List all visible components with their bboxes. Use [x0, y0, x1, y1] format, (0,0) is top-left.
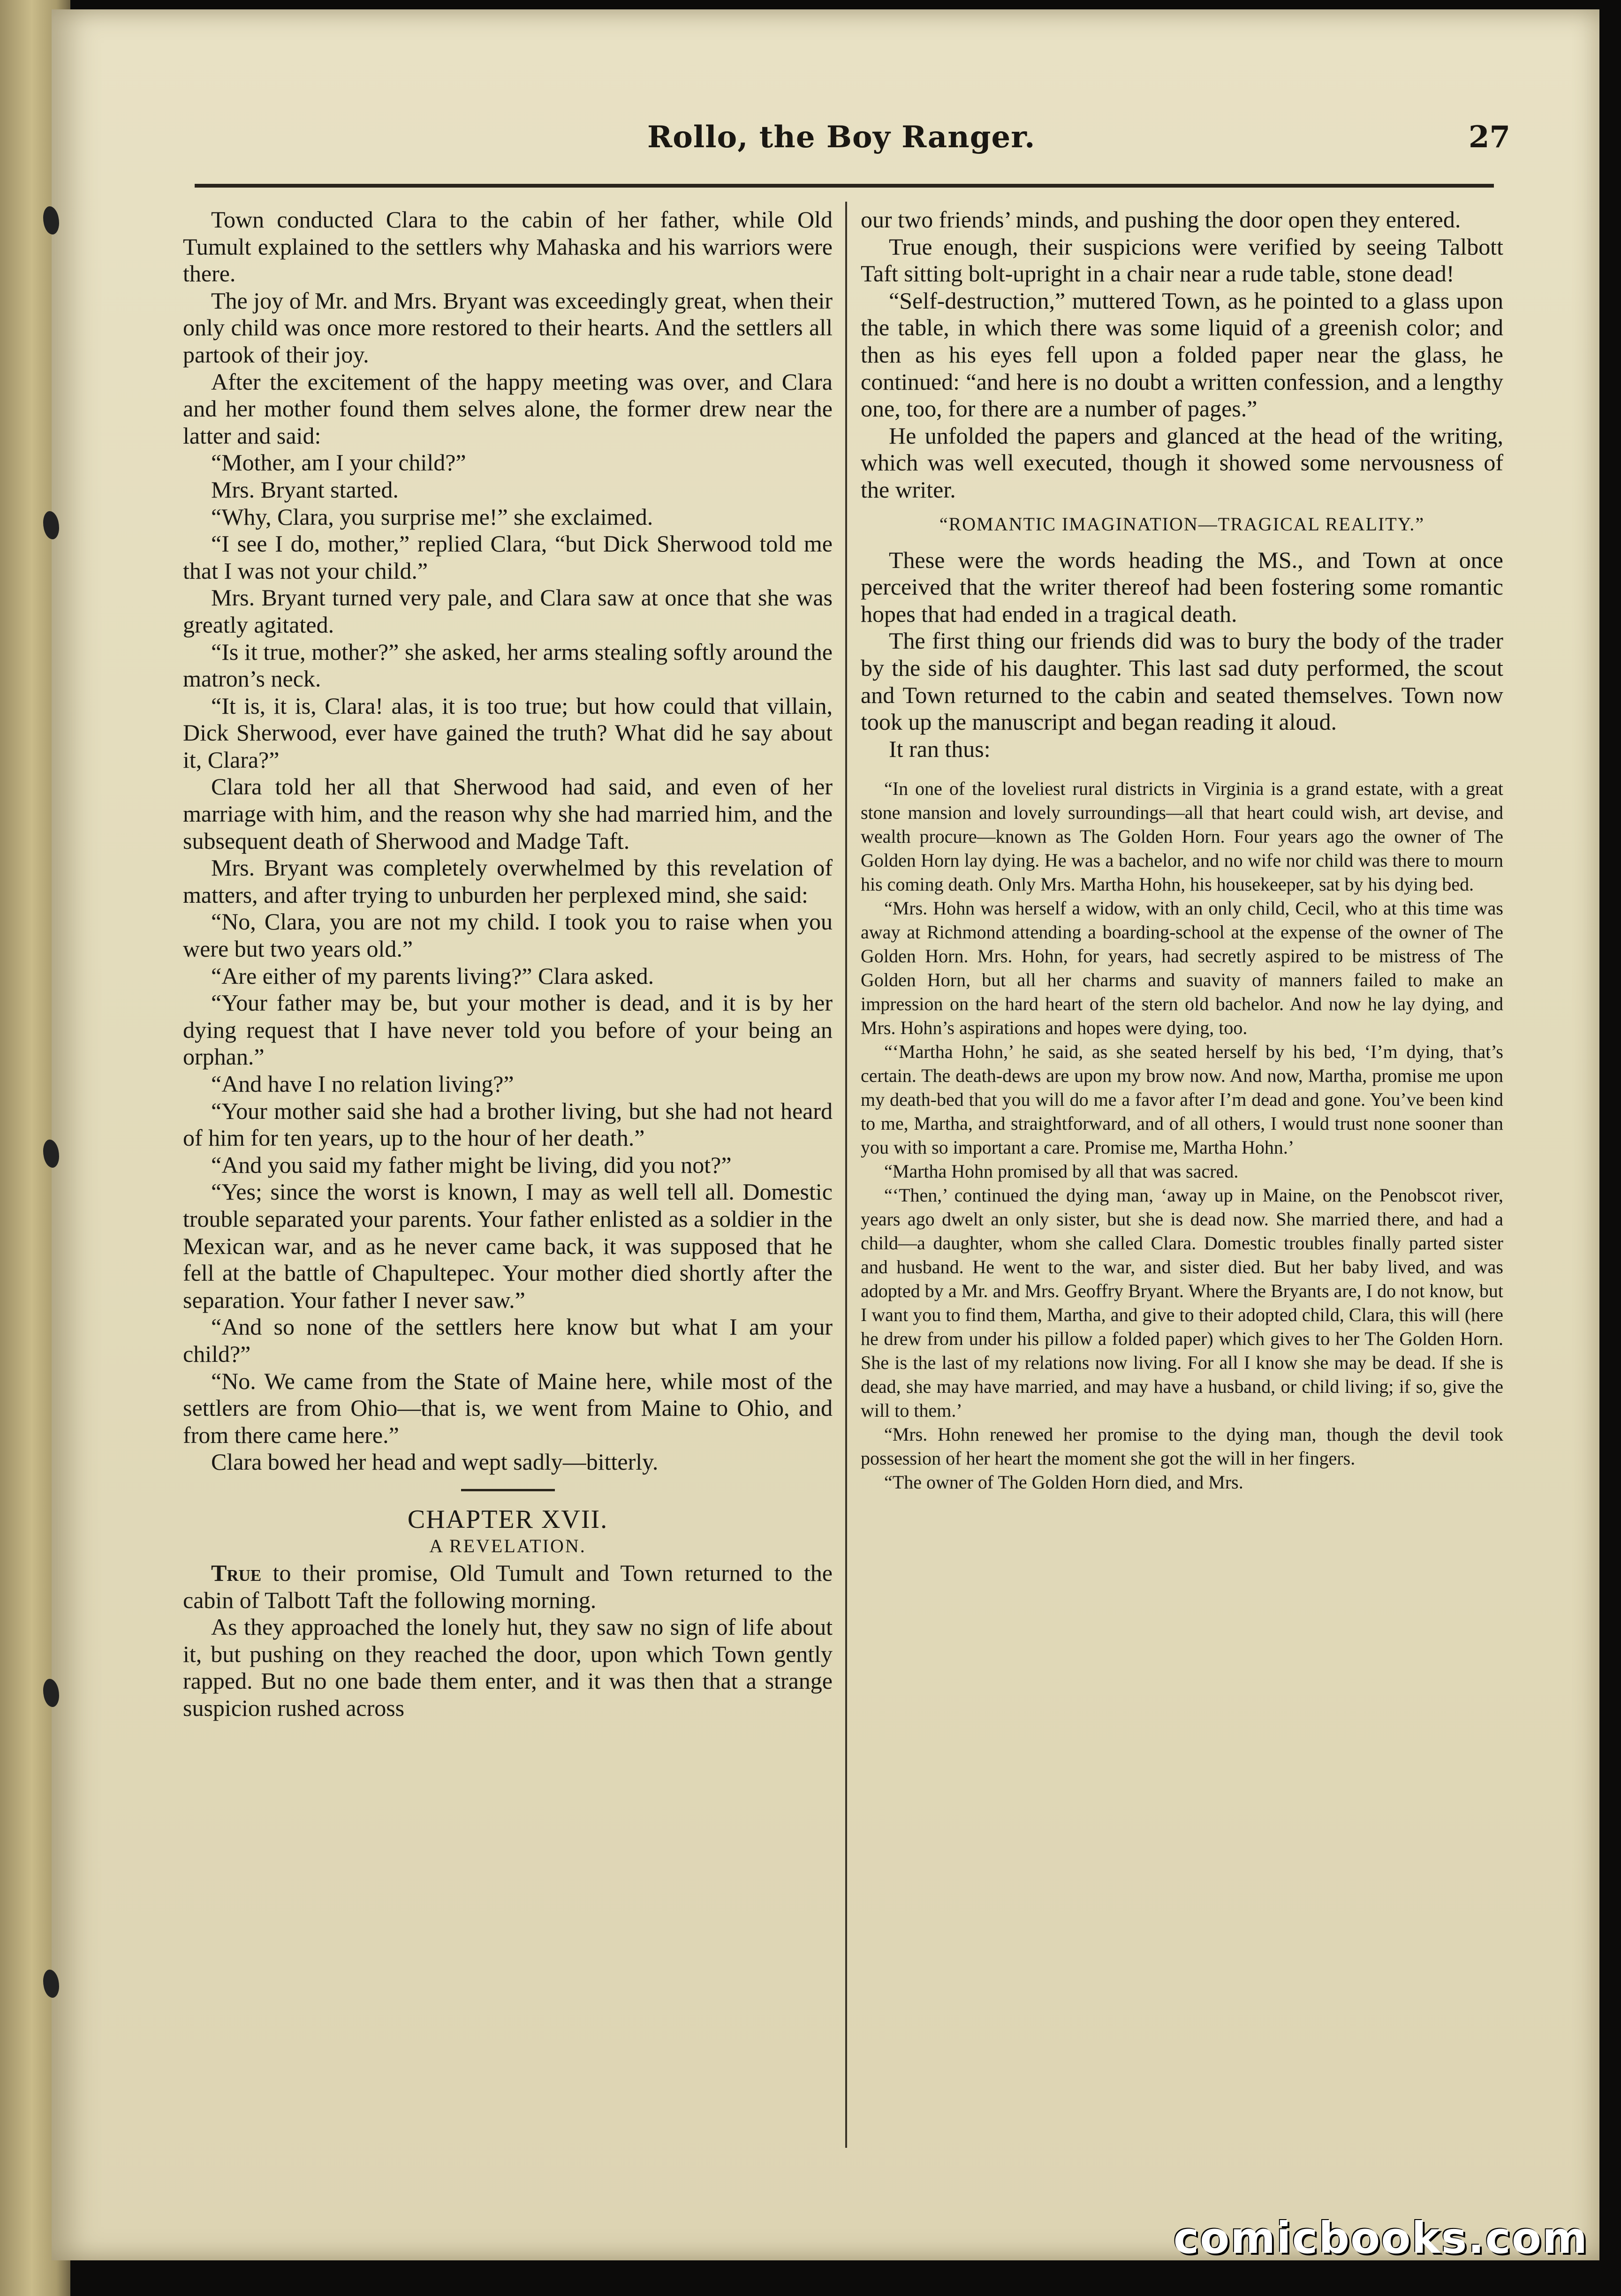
column-divider — [845, 202, 847, 2148]
page-number: 27 — [1468, 120, 1510, 155]
running-header — [197, 120, 1510, 171]
paragraph: Mrs. Bryant started. — [211, 476, 399, 503]
paragraph: It ran thus: — [889, 735, 991, 762]
paragraph: “No, Clara, you are not my child. I took you to raise when you were but two years old.” — [183, 908, 833, 962]
paragraph: our two friends’ minds, and pushing the door open they entered. — [861, 206, 1461, 233]
paragraph: “And you said my father might be living, did you not?” — [211, 1151, 732, 1178]
paragraph: Mrs. Bryant was completely overwhelmed by this revelation of matters, and after trying to unburden her perplexed mind, she said: — [183, 854, 833, 908]
paragraph: Clara told her all that Sherwood had said, and even of her marriage with him, and the reason why she had married him, and the subsequent death of Sherwood and Madge Taft. — [183, 773, 833, 854]
running-title: Rollo, the Boy Ranger. — [647, 120, 1036, 155]
paragraph: “Self-destruction,” muttered Town, as he pointed to a glass upon the table, in which there was some liquid of a greenish color; and then as his eyes fell upon a folded paper near the glass, he continued: “and here is no doubt a written confession, and a lengthy one, too, for there are a number of pages.” — [861, 287, 1503, 422]
paragraph: “And so none of the settlers here know but what I am your child?” — [183, 1314, 833, 1367]
manuscript-paragraph: “In one of the loveliest rural districts in Virginia is a grand estate, with a great stone mansion and lovely surroundings—all that heart could wish, art devise, and wealth procure—known as The Golden Horn. Four years ago the owner of The Golden Horn lay dying. He was a bachelor, and no wife nor child was there to mourn his coming death. Only Mrs. Martha Hohn, his housekeeper, sat by his dying bed. — [861, 778, 1503, 895]
paragraph: “And have I no relation living?” — [211, 1071, 514, 1097]
paragraph: “Are either of my parents living?” Clara asked. — [211, 962, 654, 989]
paragraph: “Your mother said she had a brother living, but she had not heard of him for ten years, up to the hour of her death.” — [183, 1097, 833, 1151]
manuscript-heading: “ROMANTIC IMAGINATION—TRAGICAL REALITY.” — [939, 513, 1425, 535]
paragraph: “No. We came from the State of Maine here, while most of the settlers are from Ohio—that is, we went from Maine to Ohio, and from there came here.” — [183, 1367, 833, 1448]
chapter-opening-text: to their promise, Old Tumult and Town returned to the cabin of Talbott Taft the following morning. — [183, 1559, 833, 1613]
paragraph: “I see I do, mother,” replied Clara, “but Dick Sherwood told me that I was not your child.” — [183, 530, 833, 584]
paragraph: “Why, Clara, you surprise me!” she exclaimed. — [211, 503, 653, 530]
paragraph: After the excitement of the happy meeting was over, and Clara and her mother found them selves alone, the former drew near the latter and said: — [183, 368, 833, 449]
manuscript-paragraph: “Mrs. Hohn renewed her promise to the dying man, though the devil took possession of her heart the moment she got the will in her fingers. — [861, 1424, 1503, 1469]
manuscript-paragraph: “‘Martha Hohn,’ he said, as she seated herself by his bed, ‘I’m dying, that’s certain. The death-dews are upon my brow now. And now, Martha, promise me upon my death-bed that you will do me a favor after I’m dead and gone. You’ve been kind to me, Martha, and straightforward, and of all others, I would trust none sooner than you with so important a care. Promise me, Martha Hohn.’ — [861, 1041, 1503, 1158]
manuscript-paragraph: “The owner of The Golden Horn died, and Mrs. — [884, 1472, 1243, 1493]
paragraph: He unfolded the papers and glanced at the head of the writing, which was well executed, though it showed some nervousness of the writer. — [861, 422, 1503, 503]
chapter-opening-paragraph — [183, 1560, 833, 1614]
paragraph: Clara bowed her head and wept sadly—bitterly. — [211, 1449, 659, 1475]
paragraph: Town conducted Clara to the cabin of her father, while Old Tumult explained to the settlers why Mahaska and his warriors were there. — [183, 206, 833, 287]
header-rule — [195, 184, 1494, 188]
site-watermark: comicbooks.com — [1173, 2213, 1588, 2263]
chapter-subtitle: A REVELATION. — [429, 1535, 586, 1556]
chapter-lead-word: True — [211, 1559, 262, 1586]
paragraph: As they approached the lonely hut, they saw no sign of life about it, but pushing on they reached the door, upon which Town gently rapped. But no one bade them enter, and it was then that a strange suspicion rushed across — [183, 1614, 833, 1721]
paragraph: The first thing our friends did was to bury the body of the trader by the side of his daughter. This last sad duty performed, the scout and Town returned to the cabin and seated themselves. Town now took up the manuscript and began reading it aloud. — [861, 627, 1503, 735]
paragraph: The joy of Mr. and Mrs. Bryant was exceedingly great, when their only child was once more restored to their hearts. And the settlers all partook of their joy. — [183, 287, 833, 368]
right-column — [861, 206, 1503, 1494]
paragraph: These were the words heading the MS., and Town at once perceived that the writer thereof had been fostering some romantic hopes that had ended in a tragical death. — [861, 546, 1503, 627]
paragraph: “Is it true, mother?” she asked, her arms stealing softly around the matron’s neck. — [183, 638, 833, 692]
section-rule — [461, 1489, 555, 1491]
left-column — [183, 206, 833, 1722]
paragraph: “Your father may be, but your mother is dead, and it is by her dying request that I have never told you before of your being an orphan.” — [183, 989, 833, 1070]
manuscript-paragraph: “Martha Hohn promised by all that was sacred. — [884, 1161, 1239, 1182]
paragraph: “Yes; since the worst is known, I may as well tell all. Domestic trouble separated your parents. Your father enlisted as a soldier in the Mexican war, and as he never came back, it was supposed that he fell at the battle of Chapultepec. Your mother died shortly after the separation. Your father I never saw.” — [183, 1178, 833, 1313]
chapter-title: CHAPTER XVII. — [407, 1504, 608, 1534]
paragraph: True enough, their suspicions were verified by seeing Talbott Taft sitting bolt-upright in a chair near a rude table, stone dead! — [861, 233, 1503, 287]
paragraph: “It is, it is, Clara! alas, it is too true; but how could that villain, Dick Sherwood, ever have gained the truth? What did he say about it, Clara?” — [183, 692, 833, 773]
manuscript-paragraph: “‘Then,’ continued the dying man, ‘away up in Maine, on the Penobscot river, years ago dwelt an only sister, but she is dead now. She married there, and had a child—a daughter, whom she called Clara. Domestic troubles finally parted sister and husband. He went to the war, and sister died. But her baby lived, and was adopted by a Mr. and Mrs. Geoffry Bryant. Where the Bryants are, I do not know, but I want you to find them, Martha, and give to their adopted child, Clara, this will (here he drew from under his pillow a folded paper) which gives to her The Golden Horn. She is the last of my relations now living. For all I know she may be dead. If she is dead, she may have married, and may have a husband, or child living; if so, give the will to them.’ — [861, 1185, 1503, 1421]
paragraph: “Mother, am I your child?” — [211, 449, 466, 476]
manuscript-paragraph: “Mrs. Hohn was herself a widow, with an only child, Cecil, who at this time was away at Richmond attending a boarding-school at the expense of the owner of The Golden Horn. Mrs. Hohn, for years, had secretly aspired to be mistress of The Golden Horn, but all her charms and suavity of manners failed to make an impression on the hard heart of the stern old bachelor. And now he lay dying, and Mrs. Hohn’s aspirations and hopes were dying, too. — [861, 898, 1503, 1039]
paragraph: Mrs. Bryant turned very pale, and Clara saw at once that she was greatly agitated. — [183, 584, 833, 638]
